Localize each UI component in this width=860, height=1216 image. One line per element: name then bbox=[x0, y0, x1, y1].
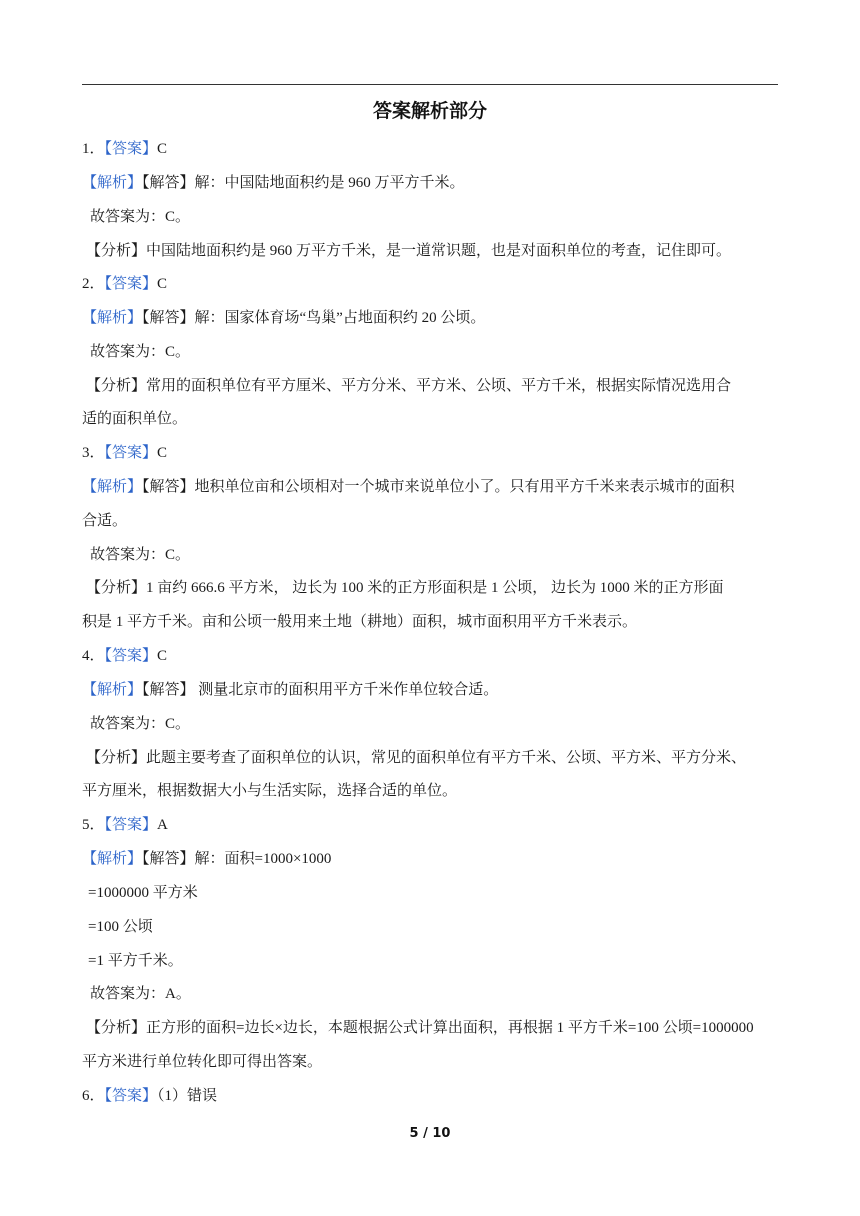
question-number: 5． bbox=[82, 817, 105, 833]
explanation-line: 平方米进行单位转化即可得出答案。 bbox=[82, 1054, 323, 1070]
calculation-line: =100 公顷 bbox=[88, 919, 153, 935]
answer-value: （1）错误 bbox=[157, 1088, 218, 1104]
question-number: 4． bbox=[82, 648, 105, 664]
answer-line-5 bbox=[82, 815, 778, 835]
answer-tag: 【答案】 bbox=[104, 445, 158, 461]
question-number: 6． bbox=[82, 1088, 105, 1104]
analysis-text: 【解答】地积单位亩和公顷相对一个城市来说单位小了。只有用平方千米来表示城市的面积 bbox=[142, 479, 735, 495]
answer-line-6 bbox=[82, 1086, 778, 1106]
answer-value: C bbox=[157, 648, 168, 664]
analysis-text: 【解答】 测量北京市的面积用平方千米作单位较合适。 bbox=[142, 682, 499, 698]
analysis-continued-line: 合适。 bbox=[82, 513, 128, 529]
analysis-line-4 bbox=[82, 680, 778, 700]
calculation-line: =1 平方千米。 bbox=[88, 953, 183, 969]
analysis-line-5 bbox=[82, 849, 778, 869]
answer-value: A bbox=[157, 817, 168, 833]
analysis-text: 【解答】解：面积=1000×1000 bbox=[142, 851, 332, 867]
answer-line-2 bbox=[82, 274, 778, 294]
explanation-line: 积是 1 平方千米。亩和公顷一般用来土地（耕地）面积，城市面积用平方千米表示。 bbox=[82, 614, 638, 630]
explanation-line: 【分析】中国陆地面积约是 960 万平方千米，是一道常识题，也是对面积单位的考查，记住即可。 bbox=[86, 243, 732, 259]
page-number: 5 / 10 bbox=[409, 1126, 451, 1141]
question-number: 2． bbox=[82, 276, 105, 292]
explanation-line: 【分析】此题主要考查了面积单位的认识，常见的面积单位有平方千米、公顷、平方米、平方分米、 bbox=[86, 750, 747, 766]
question-number: 1． bbox=[82, 141, 105, 157]
solution-line: 故答案为：C。 bbox=[90, 716, 191, 732]
explanation-line: 平方厘米，根据数据大小与生活实际，选择合适的单位。 bbox=[82, 783, 458, 799]
header-rule bbox=[82, 84, 778, 85]
analysis-line-3 bbox=[82, 477, 778, 497]
answer-line-3 bbox=[82, 443, 778, 463]
answer-value: C bbox=[157, 141, 168, 157]
analysis-text: 【解答】解：国家体育场“鸟巢”占地面积约 20 公顷。 bbox=[142, 310, 486, 326]
analysis-line-1 bbox=[82, 173, 778, 193]
answer-line-1 bbox=[82, 139, 778, 159]
answer-value: C bbox=[157, 445, 168, 461]
answer-tag: 【答案】 bbox=[104, 648, 158, 664]
analysis-tag: 【解析】 bbox=[82, 175, 143, 191]
analysis-tag: 【解析】 bbox=[82, 479, 143, 495]
explanation-line: 适的面积单位。 bbox=[82, 411, 188, 427]
solution-line: 故答案为：C。 bbox=[90, 209, 191, 225]
answer-line-4 bbox=[82, 646, 778, 666]
explanation-line: 【分析】1 亩约 666.6 平方米， 边长为 100 米的正方形面积是 1 公顷， 边长为 1000 米的正方形面 bbox=[86, 580, 724, 596]
answer-tag: 【答案】 bbox=[104, 141, 158, 157]
page-title: 答案解析部分 bbox=[372, 100, 487, 122]
answer-tag: 【答案】 bbox=[104, 276, 158, 292]
answer-value: C bbox=[157, 276, 168, 292]
analysis-line-2 bbox=[82, 308, 778, 328]
explanation-line: 【分析】正方形的面积=边长×边长，本题根据公式计算出面积，再根据 1 平方千米=100 公顷=1000000 bbox=[86, 1020, 754, 1036]
analysis-tag: 【解析】 bbox=[82, 682, 143, 698]
solution-line: 故答案为：C。 bbox=[90, 547, 191, 563]
solution-line: 故答案为：A。 bbox=[90, 986, 191, 1002]
answer-tag: 【答案】 bbox=[104, 817, 158, 833]
solution-line: 故答案为：C。 bbox=[90, 344, 191, 360]
analysis-tag: 【解析】 bbox=[82, 310, 143, 326]
answer-tag: 【答案】 bbox=[104, 1088, 158, 1104]
explanation-line: 【分析】常用的面积单位有平方厘米、平方分米、平方米、公顷、平方千米，根据实际情况选用合 bbox=[86, 378, 732, 394]
calculation-line: =1000000 平方米 bbox=[88, 885, 198, 901]
analysis-text: 【解答】解：中国陆地面积约是 960 万平方千米。 bbox=[142, 175, 465, 191]
analysis-tag: 【解析】 bbox=[82, 851, 143, 867]
question-number: 3． bbox=[82, 445, 105, 461]
